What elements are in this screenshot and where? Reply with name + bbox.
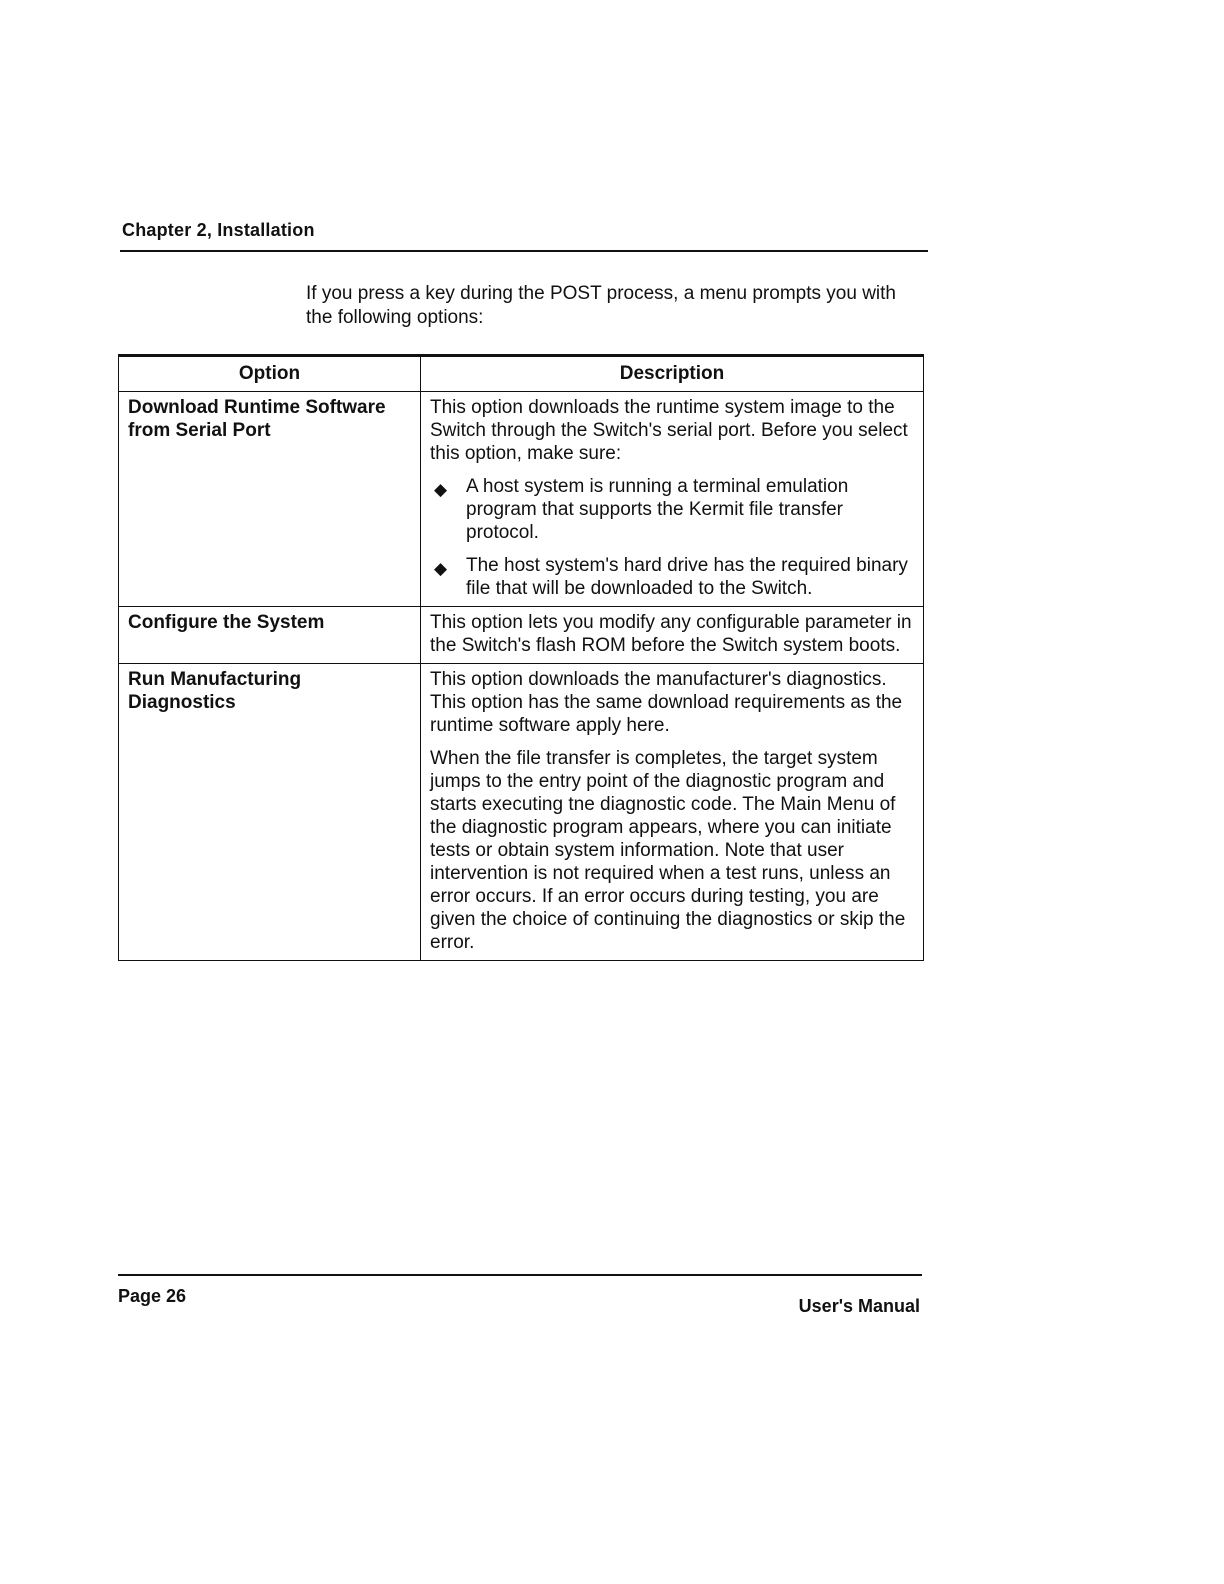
diamond-bullet-icon: ◆: [434, 559, 448, 578]
description-text: When the file transfer is completes, the target system jumps to the entry point of the diagnostic program and starts executing tne diagnostic code. The Main Menu of the diagnostic program appears, where you can initiate tests or obtain system information. Note that user intervention is not required when a test runs, unless an error occurs. If an error occurs during testing, you are given the choice of continuing the diagnostics or skip the error.: [430, 748, 906, 953]
option-download-runtime: Download Runtime Software from Serial Port: [119, 392, 421, 607]
options-table: [118, 354, 924, 961]
table-header-row: [119, 356, 924, 392]
list-item: [430, 554, 915, 600]
footer-divider: [118, 1274, 922, 1276]
manual-title: User's Manual: [798, 1296, 920, 1316]
intro-paragraph: If you press a key during the POST process, a menu prompts you with the following options:: [306, 283, 896, 328]
list-item: [430, 475, 915, 544]
requirements-list: [430, 475, 915, 600]
chapter-title: Chapter 2, Installation: [122, 220, 315, 240]
diamond-bullet-icon: ◆: [434, 480, 448, 499]
bullet-text: A host system is running a terminal emulation program that supports the Kermit file transfer protocol.: [466, 476, 849, 543]
bullet-text: The host system's hard drive has the required binary file that will be downloaded to the Switch.: [466, 555, 908, 599]
table-row: [119, 664, 924, 961]
page-number: Page 26: [118, 1286, 187, 1306]
table-row: [119, 607, 924, 664]
header-description: Description: [421, 356, 924, 392]
description-text: This option downloads the runtime system image to the Switch through the Switch's serial port. Before you select this option, make sure:: [430, 397, 908, 464]
description-cell: [421, 392, 924, 607]
description-cell: [421, 664, 924, 961]
table-row: [119, 392, 924, 607]
header-option: Option: [119, 356, 421, 392]
description-text: This option downloads the manufacturer's diagnostics. This option has the same download requirements as the runtime software apply here.: [430, 669, 903, 736]
option-configure-system: Configure the System: [119, 607, 421, 664]
option-run-diagnostics: Run Manufacturing Diagnostics: [119, 664, 421, 961]
header-divider: [120, 250, 928, 252]
description-cell: [421, 607, 924, 664]
description-text: This option lets you modify any configurable parameter in the Switch's flash ROM before the Switch system boots.: [430, 612, 912, 656]
